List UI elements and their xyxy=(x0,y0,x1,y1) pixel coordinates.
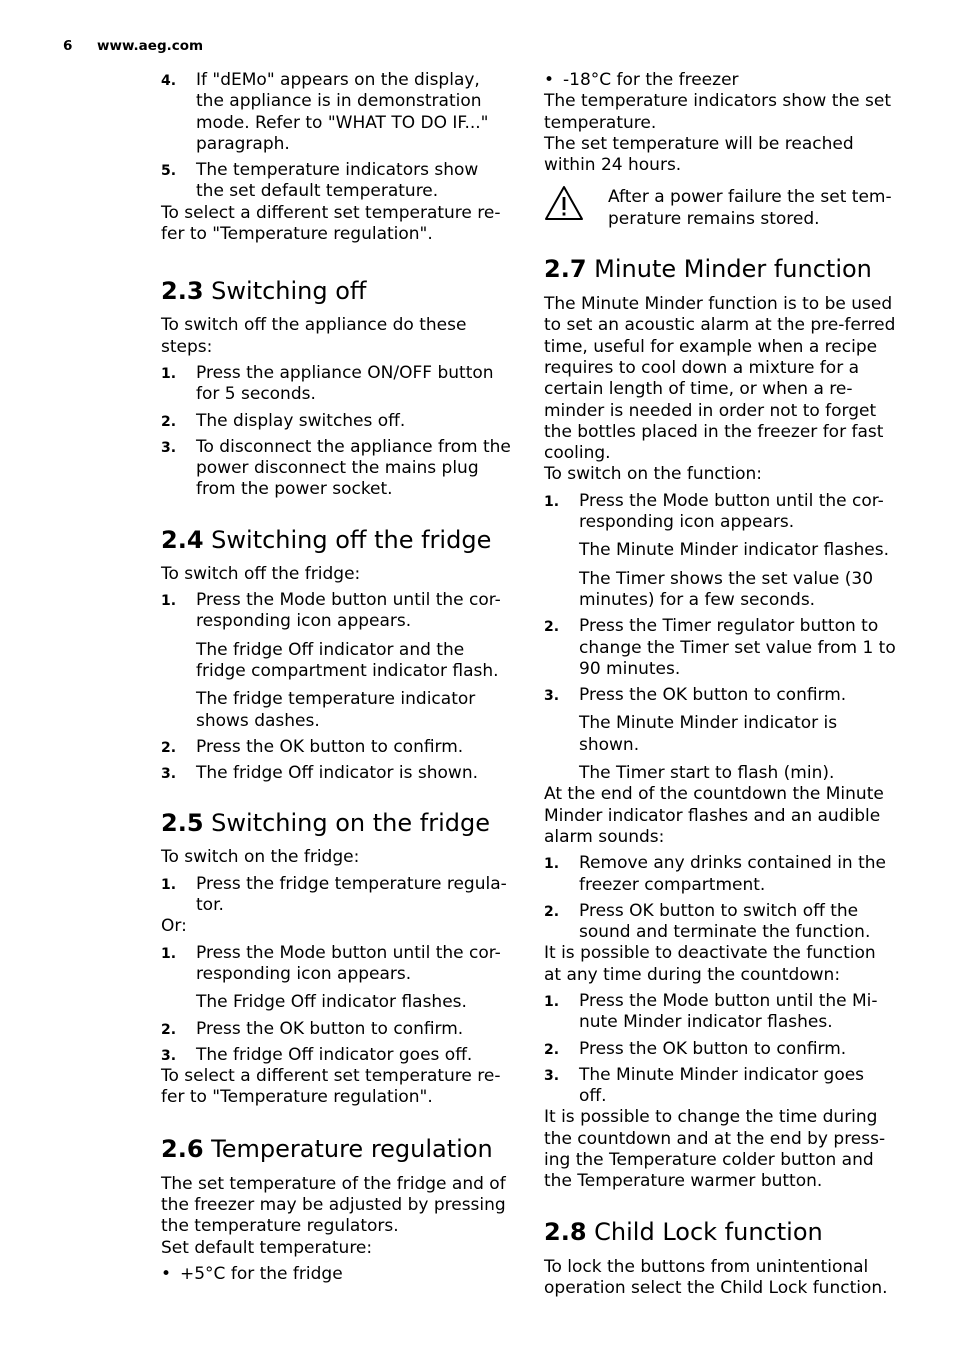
item-result: The Fridge Off indicator flashes. xyxy=(196,992,467,1013)
section-number: 2.7 xyxy=(544,255,587,284)
section-note: To select a different set temperature re-fer to "Temperature regulation". xyxy=(161,1066,501,1108)
section-title: Switching off xyxy=(211,277,367,306)
item-result: The Timer start to flash (min). xyxy=(579,763,835,784)
item-text: Press the OK button to confirm. xyxy=(579,1038,847,1059)
item-number: 2. xyxy=(544,1041,560,1058)
item-text: Press the appliance ON/OFF button for 5 seconds. xyxy=(196,362,494,405)
intro-list xyxy=(161,70,511,203)
fridge-on-steps-a xyxy=(161,874,511,917)
item-number: 4. xyxy=(161,73,177,89)
list-item xyxy=(544,853,896,896)
or-label: Or: xyxy=(161,916,187,937)
list-item xyxy=(161,943,511,1014)
item-text: The temperature indicators show the set default temperature. xyxy=(196,160,479,202)
section-paragraph: At the end of the countdown the Minute Minder indicator flashes and an audible alarm sounds: xyxy=(544,784,884,847)
warning-note xyxy=(544,187,896,230)
item-result: The Timer shows the set value (30 minutes) for a few seconds. xyxy=(579,568,874,610)
list-item xyxy=(161,874,511,917)
section-number: 2.6 xyxy=(161,1134,204,1163)
list-item xyxy=(544,901,896,944)
page-header xyxy=(63,38,203,54)
item-number: 3. xyxy=(161,766,177,783)
item-text: The fridge Off indicator is shown. xyxy=(196,763,478,784)
section-intro: To switch off the appliance do these steps: xyxy=(161,315,467,357)
list-item xyxy=(544,991,896,1034)
right-column xyxy=(544,70,896,1299)
minute-minder-steps xyxy=(544,491,896,785)
section-intro: To switch on the fridge: xyxy=(161,847,360,868)
section-paragraph: To lock the buttons from unintentional operation select the Child Lock function. xyxy=(544,1256,888,1298)
list-item xyxy=(161,1019,511,1040)
item-number: 3. xyxy=(161,439,177,456)
section-number: 2.3 xyxy=(161,277,204,306)
list-item xyxy=(161,411,511,432)
list-item xyxy=(544,685,896,784)
list-item xyxy=(161,1045,511,1066)
section-intro: To switch off the fridge: xyxy=(161,563,361,584)
list-item xyxy=(544,1039,896,1060)
item-result: The fridge temperature indicator shows dashes. xyxy=(196,689,476,731)
item-text: Press the Mode button until the Mi-nute Minder indicator flashes. xyxy=(579,990,878,1033)
list-item xyxy=(161,590,511,732)
item-text: To disconnect the appliance from the power disconnect the mains plug from the power socket. xyxy=(196,436,511,500)
list-item xyxy=(544,616,896,680)
section-heading-2-8 xyxy=(544,1218,896,1246)
item-text: The Minute Minder indicator goes off. xyxy=(579,1064,865,1107)
list-item xyxy=(161,363,511,406)
item-number: 5. xyxy=(161,163,177,180)
item-number: 1. xyxy=(544,493,560,510)
item-number: 1. xyxy=(544,856,560,873)
item-text: Press the OK button to confirm. xyxy=(196,1018,464,1039)
bullet-item: • -18°C for the freezer xyxy=(544,70,896,91)
site-url[interactable]: www.aeg.com xyxy=(97,38,204,54)
item-text: Press OK button to switch off the sound and terminate the function. xyxy=(579,900,871,943)
item-number: 1. xyxy=(161,365,177,382)
paragraph: The temperature indicators show the set temperature. xyxy=(544,91,891,133)
section-number: 2.8 xyxy=(544,1217,587,1246)
section-heading-2-3 xyxy=(161,277,511,305)
item-text: Press the fridge temperature regula-tor. xyxy=(196,873,507,916)
item-result: The fridge Off indicator and the fridge compartment indicator flash. xyxy=(196,639,499,681)
fridge-off-steps xyxy=(161,590,511,784)
countdown-end-steps xyxy=(544,853,896,943)
section-paragraph: It is possible to deactivate the function at any time during the countdown: xyxy=(544,943,876,985)
section-heading-2-5 xyxy=(161,809,511,837)
bullet-item: • +5°C for the fridge xyxy=(161,1264,511,1285)
item-number: 2. xyxy=(161,739,177,756)
item-number: 2. xyxy=(544,619,560,636)
left-column xyxy=(161,70,511,1285)
intro-note: To select a different set temperature re-fer to "Temperature regulation". xyxy=(161,202,501,245)
list-item xyxy=(161,437,511,501)
item-result: The Minute Minder indicator is shown. xyxy=(579,713,838,755)
warning-text: After a power failure the set tem-perature remains stored. xyxy=(608,187,892,229)
deactivate-steps xyxy=(544,991,896,1107)
item-text: Press the Mode button until the cor-responding icon appears. xyxy=(196,942,501,984)
item-text: Press the OK button to confirm. xyxy=(196,736,464,757)
list-item xyxy=(544,1065,896,1108)
section-paragraph: Set default temperature: xyxy=(161,1237,373,1258)
section-paragraph: The Minute Minder function is to be used to set an acoustic alarm at the pre-ferred time, useful for example when a recipe requires to cool down a mixture for a certain length of time, or when a re-minder is needed in order not to forget the bottles placed in the freezer for fast cooling. xyxy=(544,294,896,464)
item-text: Remove any drinks contained in the freezer compartment. xyxy=(579,853,886,895)
item-number: 2. xyxy=(161,413,177,430)
item-number: 2. xyxy=(544,903,560,920)
item-text: If "dEMo" appears on the display, the appliance is in demonstration mode. Refer to "WHAT TO DO IF..." paragraph. xyxy=(196,70,489,154)
item-text: The fridge Off indicator goes off. xyxy=(196,1044,473,1065)
item-text: Press the OK button to confirm. xyxy=(579,685,847,706)
item-text: Press the Mode button until the cor-responding icon appears. xyxy=(579,490,884,533)
item-number: 1. xyxy=(161,945,177,962)
section-heading-2-4 xyxy=(161,526,511,554)
paragraph: The set temperature will be reached within 24 hours. xyxy=(544,133,854,176)
section-paragraph: The set temperature of the fridge and of the freezer may be adjusted by pressing the temperature regulators. xyxy=(161,1173,506,1237)
section-heading-2-7 xyxy=(544,255,896,283)
list-item xyxy=(161,763,511,784)
section-paragraph: It is possible to change the time during the countdown and at the end by press-ing the Temperature colder button and the Temperature warmer button. xyxy=(544,1107,886,1192)
section-title: Switching on the fridge xyxy=(211,809,491,838)
section-title: Child Lock function xyxy=(594,1217,823,1246)
section-title: Minute Minder function xyxy=(594,255,872,284)
section-title: Switching off the fridge xyxy=(211,525,492,554)
item-number: 3. xyxy=(161,1047,177,1064)
item-number: 3. xyxy=(544,688,560,705)
switching-off-steps xyxy=(161,363,511,501)
section-number: 2.4 xyxy=(161,525,204,554)
section-heading-2-6 xyxy=(161,1135,511,1163)
item-text: Press the Mode button until the cor-responding icon appears. xyxy=(196,590,501,632)
item-number: 1. xyxy=(544,993,560,1010)
item-text: The display switches off. xyxy=(196,410,406,431)
fridge-on-steps-b xyxy=(161,943,511,1066)
item-result: The Minute Minder indicator flashes. xyxy=(579,540,890,561)
item-number: 1. xyxy=(161,876,177,893)
item-number: 2. xyxy=(161,1021,177,1038)
item-text: Press the Timer regulator button to change the Timer set value from 1 to 90 minutes. xyxy=(579,616,896,679)
item-number: 1. xyxy=(161,593,177,610)
section-number: 2.5 xyxy=(161,809,204,838)
list-item xyxy=(161,70,511,155)
item-number: 3. xyxy=(544,1067,560,1084)
list-item xyxy=(161,160,511,203)
list-item xyxy=(544,491,896,611)
section-paragraph: To switch on the function: xyxy=(544,464,763,485)
section-title: Temperature regulation xyxy=(211,1134,493,1163)
list-item xyxy=(161,737,511,758)
warning-icon xyxy=(544,185,584,221)
page-number: 6 xyxy=(63,38,73,54)
